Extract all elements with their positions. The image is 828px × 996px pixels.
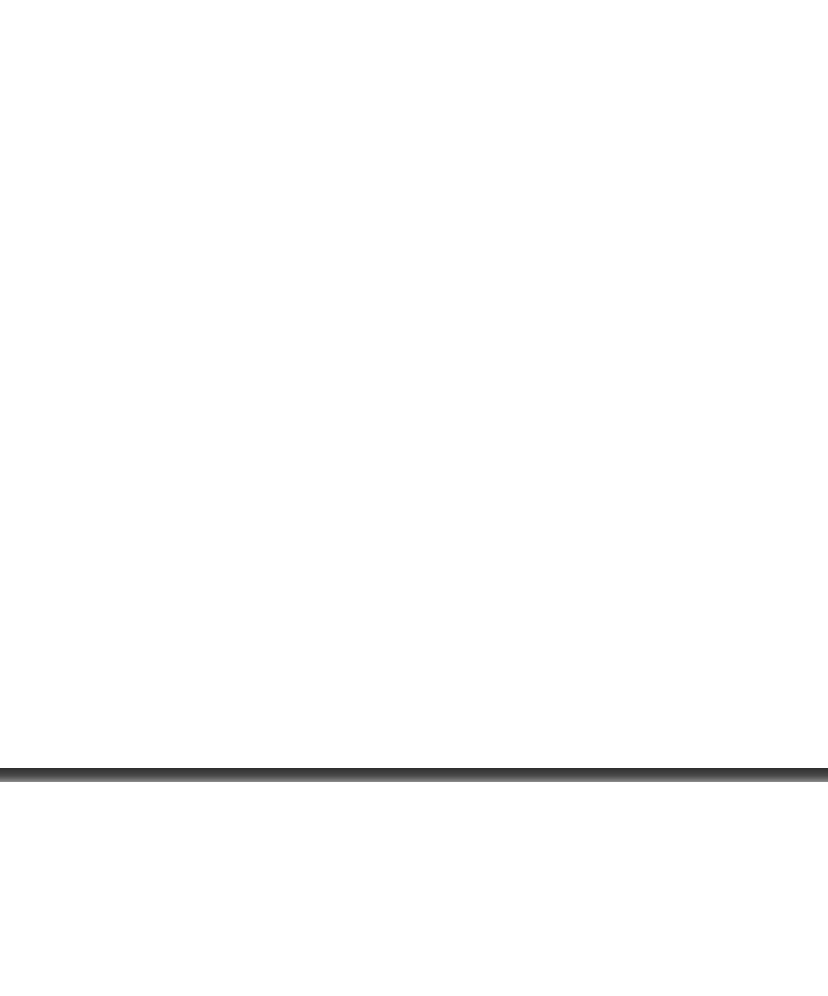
page-separator xyxy=(0,768,828,782)
page-bottom xyxy=(0,782,828,996)
